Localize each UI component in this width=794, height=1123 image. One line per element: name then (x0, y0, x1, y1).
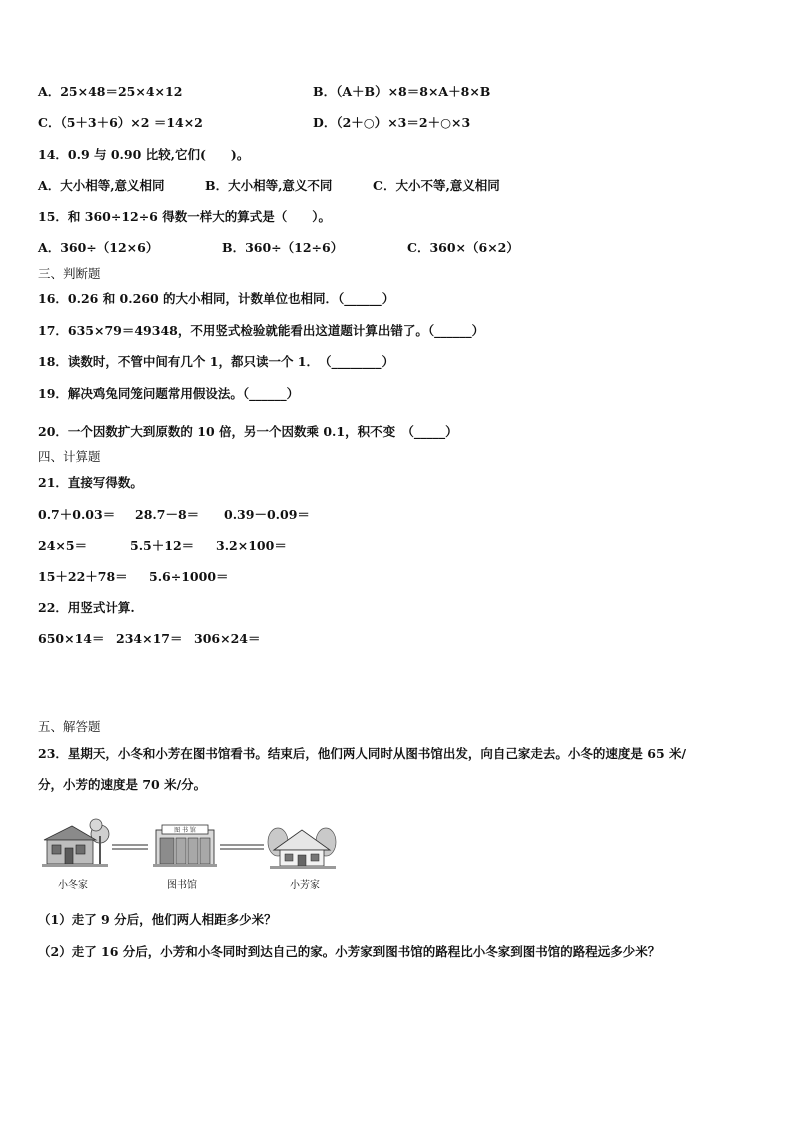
q23-sub2: （2）走了 16 分后，小芳和小冬同时到达自己的家。小芳家到图书馆的路程比小冬家到图书馆的路程远多少米？ (38, 944, 661, 959)
section4-title: 四、计算题 (38, 449, 101, 464)
label-xiaodong-home: 小冬家 (58, 880, 88, 891)
q13-option-b: B．（A＋B）×8＝8×A＋8×B (313, 84, 491, 99)
q14-option-b: B．大小相等,意义不同 (205, 178, 333, 193)
q21-item: 3.2×100＝ (216, 538, 287, 553)
q21-item: 5.5＋12＝ (130, 538, 195, 553)
q14-option-c: C．大小不等,意义相同 (373, 178, 500, 193)
q14-stem: 14．0.9 与 0.90 比较,它们( )。 (38, 147, 250, 162)
route-figure (38, 808, 368, 880)
q15-option-b: B．360÷（12÷6） (222, 240, 344, 255)
xiaofang-house-icon (268, 828, 336, 869)
q21-item: 24×5＝ (38, 538, 88, 553)
q19: 19．解决鸡兔同笼问题常用假设法。（______） (38, 386, 300, 401)
q14-option-a: A．大小相等,意义相同 (38, 178, 165, 193)
q13-option-c: C．（5＋3＋6）×2 ＝14×2 (38, 115, 203, 130)
library-building-icon (153, 825, 217, 867)
q20: 20．一个因数扩大到原数的 10 倍，另一个因数乘 0.1，积不变 （_____） (38, 424, 458, 439)
q23-sub1: （1）走了 9 分后，他们两人相距多少米？ (38, 912, 277, 927)
xiaodong-house-icon (42, 819, 109, 867)
q22-title: 22．用竖式计算. (38, 600, 135, 615)
q21-item: 28.7－8＝ (135, 507, 200, 522)
q23-line2: 分，小芳的速度是 70 米/分。 (38, 777, 207, 792)
label-xiaofang-home: 小芳家 (290, 880, 320, 891)
q21-title: 21．直接写得数。 (38, 475, 143, 490)
q21-item: 5.6÷1000＝ (149, 569, 229, 584)
q17: 17．635×79＝49348，不用竖式检验就能看出这道题计算出错了。（______） (38, 323, 485, 338)
label-library: 图书馆 (167, 880, 197, 891)
q15-option-a: A．360÷（12×6） (38, 240, 159, 255)
q15-stem: 15．和 360÷12÷6 得数一样大的算式是（ ）。 (38, 209, 331, 224)
q13-option-d: D．（2＋○）×3＝2＋○×3 (313, 115, 471, 130)
library-sign-text: 图 书 馆 (174, 827, 196, 834)
q22-item: 234×17＝ (116, 631, 183, 646)
q15-option-c: C．360×（6×2） (407, 240, 519, 255)
q21-item: 0.7＋0.03＝ (38, 507, 116, 522)
q21-item: 15＋22＋78＝ (38, 569, 128, 584)
section5-title: 五、解答题 (38, 719, 101, 734)
q22-item: 650×14＝ (38, 631, 105, 646)
section3-title: 三、判断题 (38, 266, 101, 281)
q13-option-a: A．25×48＝25×4×12 (38, 84, 183, 99)
q21-item: 0.39－0.09＝ (224, 507, 310, 522)
q16: 16．0.26 和 0.260 的大小相同，计数单位也相同．（______） (38, 291, 395, 306)
q23-line1: 23．星期天，小冬和小芳在图书馆看书。结束后，他们两人同时从图书馆出发，向自己家走去。小冬的速度是 65 米/ (38, 746, 687, 761)
q18: 18．读数时，不管中间有几个 1，都只读一个 1． （________） (38, 354, 394, 369)
q22-item: 306×24＝ (194, 631, 261, 646)
